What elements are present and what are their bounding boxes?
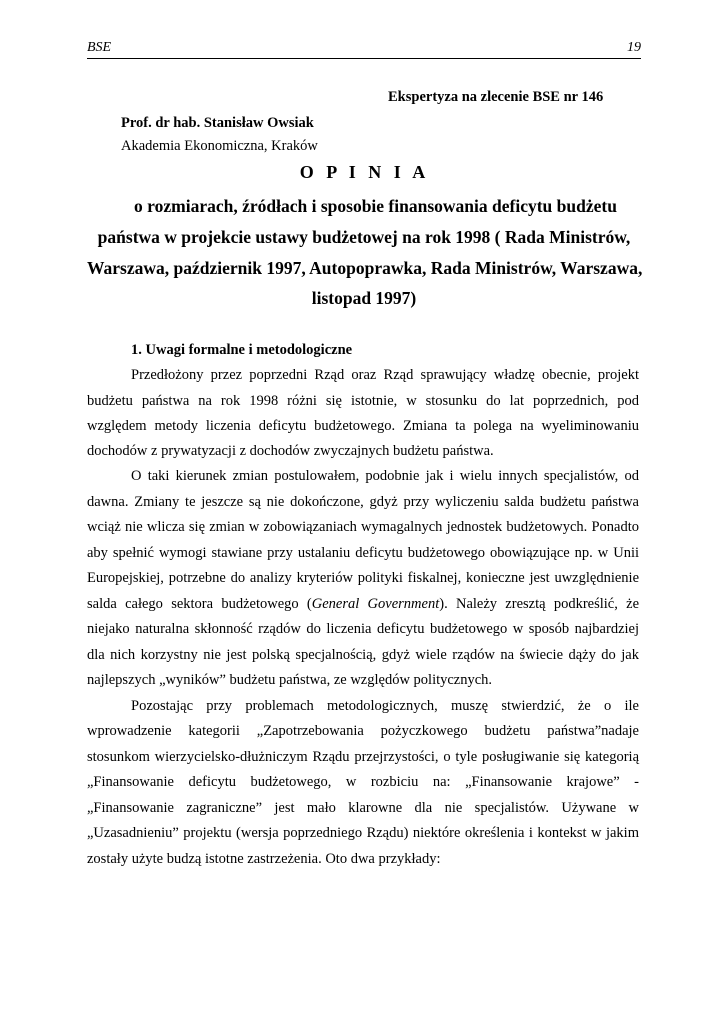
header-label: BSE	[87, 40, 112, 55]
commission-note: Ekspertyza na zlecenie BSE nr 146	[388, 89, 604, 105]
paragraph-line: zostały użyte budzą istotne zastrzeżenia. Oto dwa przykłady:	[87, 851, 441, 867]
document-title: O P I N I A	[299, 162, 430, 182]
paragraph-line: Przedłożony przez poprzedni Rząd oraz Rząd sprawujący władzę obecnie, projekt	[131, 367, 639, 383]
subtitle-line: o rozmiarach, źródłach i sposobie finansowania deficytu budżetu	[134, 196, 617, 216]
paragraph-line: dawna. Zmiany te jeszcze są nie dokończone, gdyż przy wyliczeniu salda budżetu państwa	[87, 494, 639, 510]
paragraph-line: „Finansowanie deficytu budżetowego, w rozbiciu na: „Finansowanie krajowe” -	[87, 774, 639, 790]
paragraph-line: „Finansowanie zagraniczne” jest mało klarowne dla nie specjalistów. Używane w	[87, 800, 639, 816]
line-text: ). Należy zresztą podkreślić, że	[439, 596, 640, 612]
author-affiliation: Akademia Ekonomiczna, Kraków	[121, 138, 318, 154]
italic-term: General Government	[311, 596, 440, 612]
paragraph-line: stosunkom wierzycielsko-dłużniczym Rządu przejrzystości, o tyle posługiwanie się kategorią	[87, 749, 639, 765]
subtitle-line: Warszawa, październik 1997, Autopoprawka, Rada Ministrów, Warszawa,	[87, 258, 643, 278]
page-number: 19	[627, 40, 641, 55]
paragraph-line: budżetu państwa na rok 1998 różni się istotnie, w stosunku do lat poprzednich, pod	[87, 393, 639, 409]
paragraph-line	[87, 596, 639, 613]
paragraph-line: O taki kierunek zmian postulowałem, podobnie jak i wielu innych specjalistów, od	[131, 468, 639, 484]
paragraph-line: aby spełnić wymogi stawiane przy ustalaniu deficytu budżetowego obowiązujące np. w Unii	[87, 545, 639, 561]
paragraph-line: dochodów z prywatyzacji z dochodów zwyczajnych budżetu państwa.	[87, 443, 494, 459]
subtitle-line: listopad 1997)	[311, 288, 417, 308]
subtitle-line: państwa w projekcie ustawy budżetowej na rok 1998 ( Rada Ministrów,	[97, 227, 631, 247]
paragraph-line: „Uzasadnieniu” projektu (wersja poprzedniego Rządu) niektóre określenia i kontekst w jakim	[87, 825, 639, 841]
line-text: salda całego sektora budżetowego (	[87, 596, 312, 612]
paragraph-line: wprowadzenie kategorii „Zapotrzebowania pożyczkowego budżetu państwa”nadaje	[87, 723, 639, 739]
paragraph-line: dla nich korzystny nie jest polską specjalnością, gdyż wiele rządów na świecie dąży do jak	[87, 647, 639, 663]
author-name: Prof. dr hab. Stanisław Owsiak	[121, 115, 314, 131]
paragraph-line: Pozostając przy problemach metodologicznych, muszę stwierdzić, że o ile	[131, 698, 639, 714]
paragraph-line: najlepszych „wyników” budżetu państwa, ze względów politycznych.	[87, 672, 493, 688]
paragraph-line: niejako naturalna skłonność rządów do liczenia deficytu budżetowego w sposób najbardziej	[87, 621, 639, 637]
paragraph-line: wciąż nie wlicza się zmian w zobowiązaniach wymagalnych jednostek budżetowych. Ponadto	[87, 519, 639, 535]
header-rule	[87, 58, 641, 59]
paragraph-line: Europejskiej, potrzebne do analizy kryteriów polityki fiskalnej, konieczne jest uwzględnienie	[87, 570, 639, 586]
paragraph-line: względem metody liczenia deficytu budżetowego. Zmiana ta polega na wyeliminowaniu	[87, 418, 639, 434]
section-heading: 1. Uwagi formalne i metodologiczne	[131, 342, 353, 358]
